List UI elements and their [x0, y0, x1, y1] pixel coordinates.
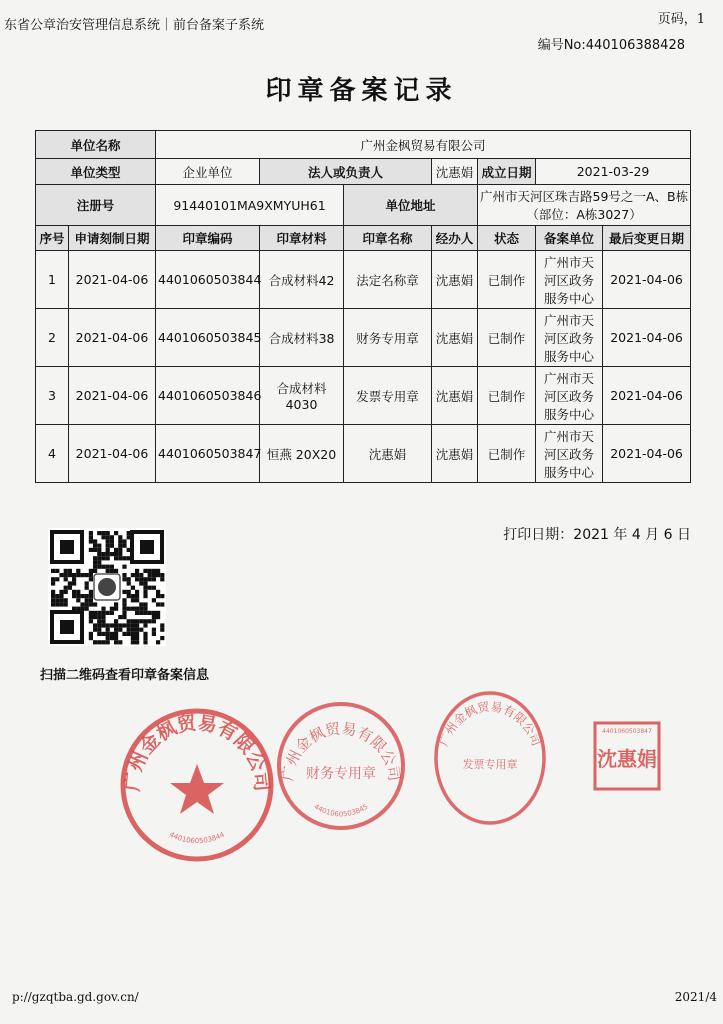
unit-name-label: 单位名称	[36, 131, 156, 159]
table-row	[36, 309, 691, 367]
cell-material: 合成材料42	[260, 251, 344, 309]
police-emblem-icon	[98, 578, 116, 596]
cell-apply-date: 2021-04-06	[69, 309, 156, 367]
cell-status: 已制作	[478, 425, 536, 483]
founded-value: 2021-03-29	[536, 159, 691, 185]
invoice-seal	[430, 688, 550, 828]
table-row	[36, 251, 691, 309]
print-date: 打印日期：2021 年 4 月 6 日	[503, 527, 691, 543]
address-value: 广州市天河区珠吉路59号之一A、B栋（部位：A栋3027）	[478, 185, 691, 226]
star-icon	[170, 764, 224, 814]
cell-filing-unit: 广州市天河区政务服务中心	[536, 251, 603, 309]
svg-text:广州金枫贸易有限公司: 广州金枫贸易有限公司	[436, 699, 544, 749]
finance-seal	[275, 700, 407, 832]
cell-changed-date: 2021-04-06	[603, 251, 691, 309]
legal-name-seal	[118, 706, 276, 864]
col-header: 印章名称	[344, 226, 432, 251]
col-header: 印章编码	[156, 226, 260, 251]
svg-text:4401060503844: 4401060503844	[168, 830, 226, 846]
col-header: 序号	[36, 226, 69, 251]
qr-code[interactable]	[48, 528, 166, 646]
address-label: 单位地址	[344, 185, 478, 226]
footer-date: 2021/4	[674, 990, 717, 1004]
cell-no: 3	[36, 367, 69, 425]
cell-handler: 沈惠娟	[432, 251, 478, 309]
cell-seal-name: 法定名称章	[344, 251, 432, 309]
col-header: 经办人	[432, 226, 478, 251]
legal-person-value: 沈惠娟	[432, 159, 478, 185]
cell-no: 2	[36, 309, 69, 367]
cell-status: 已制作	[478, 367, 536, 425]
record-number: 编号No:440106388428	[537, 38, 685, 53]
table-row	[36, 367, 691, 425]
col-header: 申请刻制日期	[69, 226, 156, 251]
svg-text:广州金枫贸易有限公司: 广州金枫贸易有限公司	[278, 719, 404, 783]
cell-handler: 沈惠娟	[432, 425, 478, 483]
cell-handler: 沈惠娟	[432, 367, 478, 425]
reg-value: 91440101MA9XMYUH61	[156, 185, 344, 226]
cell-apply-date: 2021-04-06	[69, 251, 156, 309]
cell-no: 1	[36, 251, 69, 309]
legal-person-label: 法人或负责人	[260, 159, 432, 185]
page-title: 印章备案记录	[265, 76, 458, 106]
record-table	[35, 130, 691, 483]
col-header: 备案单位	[536, 226, 603, 251]
col-header: 印章材料	[260, 226, 344, 251]
cell-seal-name: 发票专用章	[344, 367, 432, 425]
svg-text:4401060503845: 4401060503845	[312, 802, 370, 819]
footer-url[interactable]: p://gzqtba.gd.gov.cn/	[12, 990, 139, 1004]
unit-type-value: 企业单位	[156, 159, 260, 185]
system-header: 东省公章治安管理信息系统｜前台备案子系统	[4, 18, 265, 33]
unit-type-label: 单位类型	[36, 159, 156, 185]
reg-label: 注册号	[36, 185, 156, 226]
personal-seal	[592, 720, 662, 792]
cell-filing-unit: 广州市天河区政务服务中心	[536, 367, 603, 425]
cell-status: 已制作	[478, 309, 536, 367]
svg-text:4401060503847: 4401060503847	[602, 728, 652, 735]
cell-seal-code: 4401060503847	[156, 425, 260, 483]
cell-status: 已制作	[478, 251, 536, 309]
cell-changed-date: 2021-04-06	[603, 425, 691, 483]
cell-seal-name: 财务专用章	[344, 309, 432, 367]
cell-material: 合成材料38	[260, 309, 344, 367]
cell-seal-code: 4401060503846	[156, 367, 260, 425]
cell-apply-date: 2021-04-06	[69, 367, 156, 425]
cell-changed-date: 2021-04-06	[603, 309, 691, 367]
col-header: 最后变更日期	[603, 226, 691, 251]
cell-filing-unit: 广州市天河区政务服务中心	[536, 425, 603, 483]
col-header: 状态	[478, 226, 536, 251]
cell-apply-date: 2021-04-06	[69, 425, 156, 483]
svg-text:发票专用章: 发票专用章	[462, 758, 518, 771]
svg-text:沈惠娟: 沈惠娟	[597, 747, 657, 771]
cell-seal-name: 沈惠娟	[344, 425, 432, 483]
cell-material: 合成材料4030	[260, 367, 344, 425]
cell-material: 恒燕 20X20	[260, 425, 344, 483]
cell-handler: 沈惠娟	[432, 309, 478, 367]
svg-text:财务专用章: 财务专用章	[306, 766, 376, 782]
page-number: 页码，1	[657, 12, 705, 27]
cell-no: 4	[36, 425, 69, 483]
cell-changed-date: 2021-04-06	[603, 367, 691, 425]
table-row	[36, 425, 691, 483]
qr-caption: 扫描二维码查看印章备案信息	[40, 668, 210, 683]
cell-seal-code: 4401060503844	[156, 251, 260, 309]
unit-name-value: 广州金枫贸易有限公司	[156, 131, 691, 159]
founded-label: 成立日期	[478, 159, 536, 185]
cell-filing-unit: 广州市天河区政务服务中心	[536, 309, 603, 367]
svg-text:广州金枫贸易有限公司: 广州金枫贸易有限公司	[121, 712, 273, 793]
cell-seal-code: 4401060503845	[156, 309, 260, 367]
